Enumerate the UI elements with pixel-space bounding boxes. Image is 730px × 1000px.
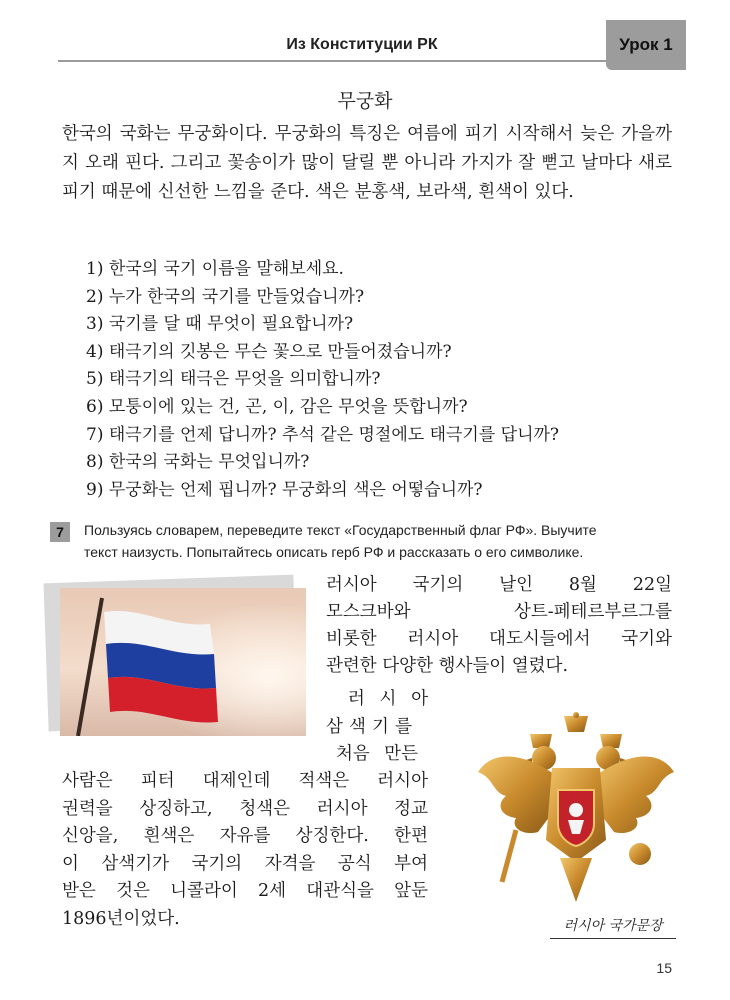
text-line: 삼 색 기 를 [326, 716, 412, 737]
flag-text-bottom [62, 768, 428, 933]
russian-flag-icon [60, 588, 306, 736]
page-number: 15 [656, 960, 672, 976]
question-item: 3) 국기를 달 때 무엇이 필요합니까? [86, 314, 354, 335]
question-item: 6) 모퉁이에 있는 건, 곤, 이, 감은 무엇을 뜻합니까? [86, 396, 468, 417]
question-item: 7) 태극기를 언제 답니까? 추석 같은 명절에도 태극기를 답니까? [86, 424, 560, 445]
question-item: 9) 무궁화는 언제 핍니까? 무궁화의 색은 어떻습니까? [86, 479, 483, 500]
text-line: 러시아 국기의 날인 8월 22일 [326, 575, 672, 595]
question-list [86, 256, 686, 504]
question-item: 1) 한국의 국기 이름을 말해보세요. [86, 259, 344, 279]
double-headed-eagle-icon [472, 712, 680, 904]
text-line: 처음 만든 [336, 744, 418, 764]
coat-of-arms-image [472, 712, 680, 904]
task-line: текст наизусть. Попытайтесь описать герб РФ и рассказать о его символике. [84, 544, 584, 560]
flag-text-middle [326, 686, 428, 769]
header-rule [58, 60, 606, 62]
text-line: 모스크바와 상트-페테르부르그를 [326, 602, 672, 622]
task-line: Пользуясь словарем, переведите текст «Государственный флаг РФ». Выучите [84, 522, 597, 538]
section-title: 무궁화 [337, 90, 393, 112]
flag-text-right [326, 572, 672, 680]
text-line: 권력을 상징하고, 청색은 러시아 정교 [62, 798, 428, 819]
emblem-caption: 러시아 국가문장 [550, 915, 676, 939]
text-line: 1896년이었다. [62, 908, 180, 929]
text-line: 사람은 피터 대제인데 적색은 러시아 [62, 771, 428, 791]
header-title: Из Конституции РК [286, 36, 438, 53]
text-line: 관련한 다양한 행사들이 열렸다. [326, 656, 569, 676]
lesson-tab: Урок 1 [606, 20, 686, 70]
text-line: 이 삼색기가 국기의 자격을 공식 부여 [62, 853, 428, 874]
task-instruction [84, 519, 684, 563]
text-line: 비롯한 러시아 대도시들에서 국기와 [326, 629, 672, 649]
section-paragraph: 한국의 국화는 무궁화이다. 무궁화의 특징은 여름에 피기 시작해서 늦은 가을까지 오래 핀다. 그리고 꽃송이가 많이 달릴 뿐 아니라 가지가 잘 뻗고 날마다 새로 피기 때문에 신선한 느낌을 준다. 색은 분홍색, 보라색, 흰색이 있다. [62, 124, 672, 202]
text-line: 러 시 아 [348, 689, 428, 709]
question-item: 2) 누가 한국의 국기를 만들었습니까? [86, 286, 365, 307]
text-line: 받은 것은 니콜라이 2세 대관식을 앞둔 [62, 881, 428, 901]
question-item: 5) 태극기의 태극은 무엇을 의미합니까? [86, 369, 381, 390]
task-number-badge: 7 [50, 522, 70, 542]
question-item: 4) 태극기의 깃봉은 무슨 꽃으로 만들어졌습니까? [86, 341, 452, 362]
russian-flag-photo [60, 588, 306, 736]
question-item: 8) 한국의 국화는 무엇입니까? [86, 452, 310, 473]
text-line: 신앙을, 흰색은 자유를 상징한다. 한편 [62, 826, 428, 846]
